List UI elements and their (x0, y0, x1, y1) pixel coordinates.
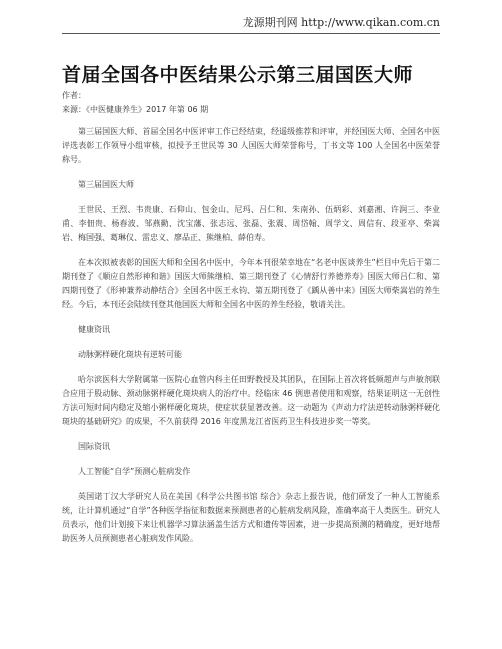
article-body (62, 125, 440, 546)
section-heading-international: 国际资讯 (78, 442, 110, 451)
section-heading-masters: 第三届国医大师 (78, 180, 134, 189)
promo-paragraph: 在本次拟被表彰的国医大师和全国名中医中，今年本刊很荣幸地在“名老中医谈养生”栏目中先后于第二期刊登了《顺应自然形神和谐》国医大师熊继柏、第三期刊登了《心情舒行养德养寿》国医大师吕仁和、第四期刊登了《形神兼养动静结合》全国名中医王永钧、第五期刊登了《踽从善中来》国医大师柴嵩岩的养生经。今后，本刊还会陆续刊登其他国医大师和全国名中医的养生经验，敬请关注。 (62, 258, 440, 309)
author-line: 作者： (62, 91, 86, 100)
masters-list-paragraph: 王世民、王烈、韦贵康、石仰山、包金山、尼玛、吕仁和、朱南孙、伍炳彩、刘嘉湘、许润三、李业甫、李佃贵、杨春波、邹燕勤、沈宝藩、张志远、张磊、张震、周岱翰、周学文、周信有、段亚亭、柴嵩岩、梅国强、葛琳仪、雷忠义、廖品正、熊继柏、薛伯寿。 (62, 205, 440, 242)
news2-body: 英国诺丁汉大学研究人员在美国《科学公共图书馆 综合》杂志上报告说，他们研发了一种人工智能系统，让计算机通过“自学”各种医学指征和数据来预测患者的心脏病发病风险，准确率高于人类医生。研究人员表示，他们计划接下来让机器学习算法涵盖生活方式和遗传等因素，进一步提高预测的精确度，更好地帮助医务人员预测患者心脏病发作风险。 (62, 492, 440, 543)
header-divider (62, 33, 440, 34)
article-title: 首届全国各中医结果公示第三届国医大师 (62, 64, 414, 86)
news2-title: 人工智能“自学”预测心脏病发作 (78, 467, 191, 476)
site-header[interactable]: 龙源期刊网 http://www.qikan.com.cn (242, 16, 440, 29)
news1-title: 动脉粥样硬化斑块有逆转可能 (78, 350, 182, 359)
section-heading-health: 健康资讯 (78, 325, 110, 334)
intro-paragraph: 第三届国医大师、首届全国名中医评审工作已经结束，经遥级推荐和评审，并经国医大师、全国名中医评选表彰工作领导小组审核，拟授予王世民等 30 人国医大师荣誉称号，丁书文等 100 人全国名中医荣誉称号。 (62, 127, 440, 164)
news1-body: 哈尔滨医科大学附属第一医院心血管内科主任田野教授及其团队，在国际上首次将低频超声与声敏剂联合应用于股动脉、颈动脉粥样硬化斑块病人的治疗中。经临床 46 例患者使用和观察，结果证明这一无创性方法可短时间内稳定及缩小粥样硬化斑块，使症状获显著改善。这一动题为《声动力疗法逆转动脉粥样硬化斑块的基础研究》的成果，不久前获得 2016 年度黑龙江省医药卫生科技进步奖一等奖。 (62, 375, 440, 426)
source-line: 来源：《中医健康养生》2017 年第 06 期 (62, 105, 209, 114)
